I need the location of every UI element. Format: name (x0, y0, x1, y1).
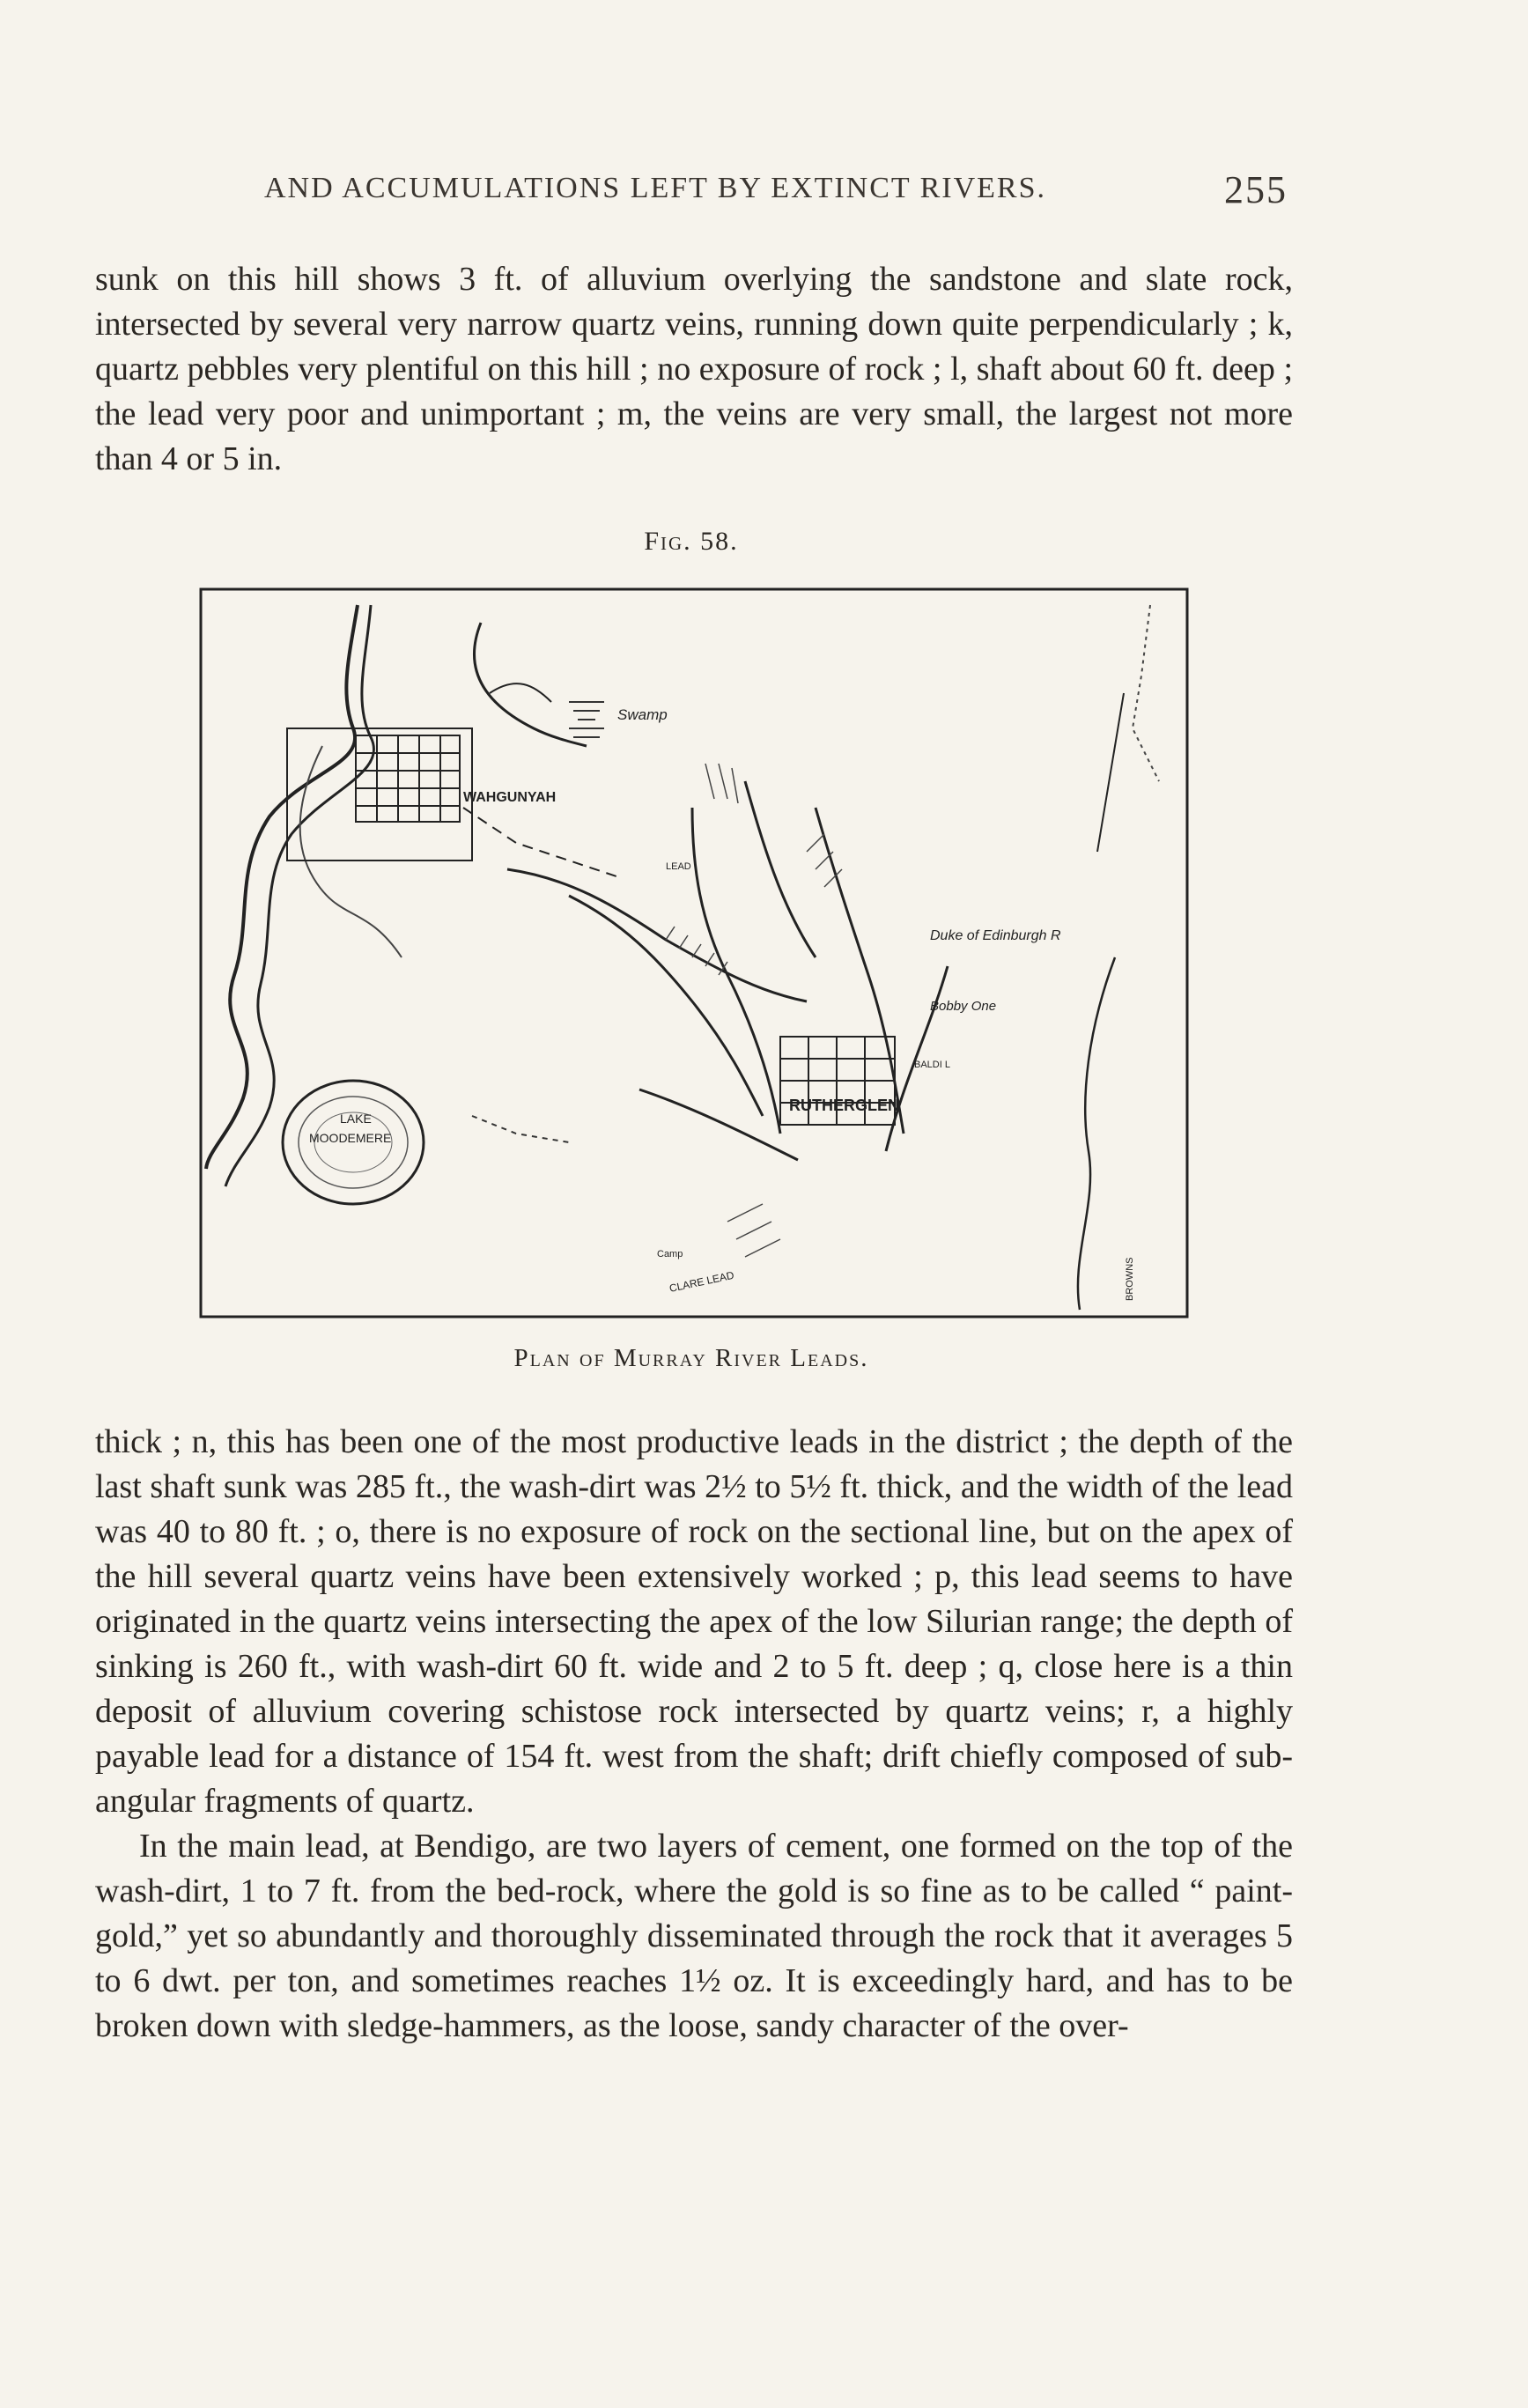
map-frame (201, 589, 1187, 1317)
top-text (95, 257, 1293, 482)
road-dashed (472, 1116, 569, 1142)
paragraph: sunk on this hill shows 3 ft. of alluvium overlying the sandstone and slate rock, intersected by several very narrow quartz veins, running down quite perpendicularly ; k, quartz pebbles very plentiful on this hill ; no exposure of rock ; l, shaft about 60 ft. deep ; the lead very poor and unimportant ; m, the veins are very small, the largest not more than 4 or 5 in. (95, 261, 1293, 477)
boundary-line (1133, 605, 1159, 781)
bobby-label: Bobby One (930, 999, 997, 1014)
clare-lead-label: CLARE LEAD (668, 1268, 735, 1295)
lake-name-label: MOODEMERE (309, 1131, 392, 1145)
creek-line (1078, 957, 1115, 1310)
town-label: WAHGUNYAH (463, 790, 557, 805)
figure-label: Fig. 58. (644, 527, 739, 556)
baldi-label: BALDI L (914, 1060, 950, 1070)
duke-lead-label: Duke of Edinburgh R (930, 928, 1061, 943)
swamp-symbol (569, 702, 604, 737)
river-line (206, 605, 358, 1169)
running-head: AND ACCUMULATIONS LEFT BY EXTINCT RIVERS. (264, 172, 1046, 204)
bottom-text (95, 1420, 1293, 2049)
browns-label: BROWNS (1125, 1257, 1135, 1301)
road-dashed (463, 808, 622, 878)
page-number: 255 (1224, 168, 1288, 211)
town-grid (287, 728, 472, 861)
river-line (225, 605, 374, 1186)
figure-caption: Plan of Murray River Leads. (513, 1344, 869, 1372)
paragraph: In the main lead, at Bendigo, are two layers of cement, one formed on the top of the wash-dirt, 1 to 7 ft. from the bed-rock, where the gold is so fine as to be called “ paint-gold,” yet so abundantly and thoroughly disseminated through the rock that it averages 5 to 6 dwt. per ton, and sometimes reaches 1½ oz. It is exceedingly hard, and has to be broken down with sledge-hammers, as the loose, sandy character of the over- (95, 1828, 1293, 2044)
lake-label: LAKE (340, 1112, 372, 1126)
camp-label: Camp (657, 1249, 683, 1259)
rutherglen-label: RUTHERGLEN (789, 1097, 899, 1114)
wahgunyah-lead-label: LEAD (666, 861, 691, 872)
paragraph: thick ; n, this has been one of the most productive leads in the district ; the depth of the last shaft sunk was 285 ft., the wash-dirt was 2½ to 5½ ft. thick, and the width of the lead was 40 to 80 ft. ; o, there is no exposure of rock on the sectional line, but on the apex of the hill several quartz veins have been extensively worked ; p, this lead seems to have originated in the quartz veins intersecting the apex of the low Silurian range; the depth of sinking is 260 ft., with wash-dirt 60 ft. wide and 2 to 5 ft. deep ; q, close here is a thin deposit of alluvium covering schistose rock intersected by quartz veins; r, a highly payable lead for a distance of 154 ft. west from the shaft; drift chiefly composed of sub-angular fragments of quartz. (95, 1423, 1293, 1820)
swamp-label: Swamp (617, 706, 668, 723)
figure-map (199, 587, 1189, 1318)
